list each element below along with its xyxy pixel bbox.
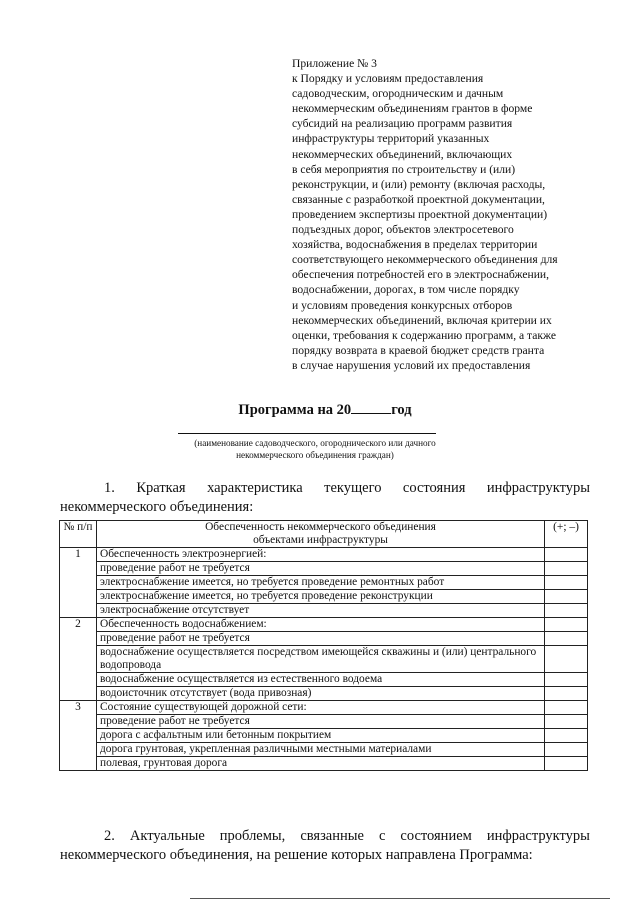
option-text: полевая, грунтовая дорога [97, 757, 545, 771]
infrastructure-table [59, 520, 588, 771]
section-1-line-1 [60, 479, 590, 498]
appendix-line: некоммерческих объединений, включающих [292, 147, 513, 161]
group-heading: Состояние существующей дорожной сети: [97, 701, 545, 715]
table-row [60, 687, 588, 701]
section2-word: связанные [300, 828, 364, 844]
table-row [60, 548, 588, 562]
section-1-heading [60, 479, 590, 517]
table-row [60, 576, 588, 590]
appendix-line: Приложение № 3 [292, 57, 377, 70]
appendix-line: в случае нарушения условий их предоставления [292, 358, 531, 372]
mark-cell[interactable] [545, 576, 588, 590]
header-desc-line-2: объектами инфраструктуры [253, 534, 388, 546]
section-2-line-2: некоммерческого объединения, на решение которых направлена Программа: [60, 847, 533, 863]
appendix-line: субсидий на реализацию программ развития [292, 117, 513, 131]
appendix-line: садоводческим, огородническим и дачным [292, 87, 504, 101]
table-row [60, 701, 588, 715]
row-number: 3 [60, 701, 97, 771]
option-text: проведение работ не требуется [97, 562, 545, 576]
section1-word: 1. [104, 480, 115, 496]
header-desc [97, 521, 545, 548]
table-row [60, 715, 588, 729]
title-suffix: год [391, 402, 412, 418]
appendix-heading [292, 56, 602, 373]
appendix-line: порядку возврата в краевой бюджет средств гранта [292, 343, 545, 357]
appendix-line: некоммерческим объединениям грантов в форме [292, 102, 533, 116]
section1-word: характеристика [207, 480, 303, 496]
section1-word: инфраструктуры [486, 480, 590, 496]
mark-cell[interactable] [545, 548, 588, 562]
caption-line-2: некоммерческого объединения граждан) [236, 450, 394, 460]
appendix-line: реконструкции, и (или) ремонту (включая расходы, [292, 177, 546, 191]
mark-cell[interactable] [545, 646, 588, 673]
option-text: электроснабжение имеется, но требуется проведение реконструкции [97, 590, 545, 604]
option-text: электроснабжение имеется, но требуется проведение ремонтных работ [97, 576, 545, 590]
mark-cell[interactable] [545, 757, 588, 771]
mark-cell[interactable] [545, 673, 588, 687]
section2-word: 2. [104, 828, 115, 844]
caption-line-1: (наименование садоводческого, огороднического или дачного [194, 438, 436, 448]
section-2-heading [60, 827, 590, 865]
program-title [0, 401, 640, 419]
section-2-line-1 [60, 827, 590, 846]
appendix-line: хозяйства, водоснабжения в пределах территории [292, 238, 538, 252]
appendix-line: к Порядку и условиям предоставления [292, 72, 484, 86]
section2-word: с [378, 828, 386, 844]
table-row [60, 618, 588, 632]
option-text: дорога с асфальтным или бетонным покрытием [97, 729, 545, 743]
section2-word: проблемы, [219, 828, 286, 844]
option-text: водоснабжение осуществляется из естественного водоема [97, 673, 545, 687]
option-text: водоисточник отсутствует (вода привозная) [97, 687, 545, 701]
section2-word: инфраструктуры [486, 828, 590, 844]
section2-word: Актуальные [129, 828, 205, 844]
table-row [60, 757, 588, 771]
section2-word: состоянием [400, 828, 472, 844]
appendix-line: обеспечения потребностей его в электроснабжении, [292, 268, 550, 282]
section1-word: состояния [402, 480, 466, 496]
section-1-line-2: некоммерческого объединения: [60, 499, 254, 515]
table-row [60, 562, 588, 576]
table-row [60, 646, 588, 673]
bottom-rule [190, 898, 610, 899]
appendix-line: подъездных дорог, объектов электросетевого [292, 223, 514, 237]
table-row [60, 590, 588, 604]
option-text: проведение работ не требуется [97, 632, 545, 646]
year-blank [351, 401, 391, 414]
option-text: проведение работ не требуется [97, 715, 545, 729]
mark-cell[interactable] [545, 562, 588, 576]
mark-cell[interactable] [545, 590, 588, 604]
table-row [60, 729, 588, 743]
header-desc-line-1: Обеспеченность некоммерческого объединения [205, 521, 436, 533]
appendix-line: связанные с разработкой проектной документации, [292, 192, 545, 206]
title-prefix: Программа на 20 [238, 402, 352, 418]
table-header-row [60, 521, 588, 548]
table-row [60, 632, 588, 646]
section1-word: текущего [324, 480, 382, 496]
mark-cell[interactable] [545, 618, 588, 632]
section1-word: Краткая [136, 480, 186, 496]
mark-cell[interactable] [545, 729, 588, 743]
appendix-line: и условиям проведения конкурсных отборов [292, 298, 513, 312]
mark-cell[interactable] [545, 701, 588, 715]
appendix-line: оценки, требования к содержанию программ, а также [292, 328, 557, 342]
table-row [60, 673, 588, 687]
row-number: 1 [60, 548, 97, 618]
row-number: 2 [60, 618, 97, 701]
mark-cell[interactable] [545, 604, 588, 618]
mark-cell[interactable] [545, 687, 588, 701]
appendix-line: некоммерческих объединений, включая критерии их [292, 313, 552, 327]
header-num: № п/п [60, 521, 97, 548]
group-heading: Обеспеченность электроэнергией: [97, 548, 545, 562]
appendix-line: водоснабжении, дорогах, в том числе порядку [292, 283, 520, 297]
table-row [60, 743, 588, 757]
appendix-line: инфраструктуры территорий указанных [292, 132, 490, 146]
option-text: электроснабжение отсутствует [97, 604, 545, 618]
name-caption [150, 437, 480, 461]
appendix-line: в себя мероприятия по строительству и (или) [292, 162, 516, 176]
option-text: водоснабжение осуществляется посредством имеющейся скважины и (или) центрального водопровода [97, 646, 545, 673]
group-heading: Обеспеченность водоснабжением: [97, 618, 545, 632]
appendix-line: проведением экспертизы проектной документации) [292, 207, 548, 221]
name-underline [178, 433, 436, 434]
mark-cell[interactable] [545, 715, 588, 729]
mark-cell[interactable] [545, 632, 588, 646]
header-mark: (+; –) [545, 521, 588, 548]
option-text: дорога грунтовая, укрепленная различными местными материалами [97, 743, 545, 757]
appendix-line: соответствующего некоммерческого объединения для [292, 253, 558, 267]
mark-cell[interactable] [545, 743, 588, 757]
table-row [60, 604, 588, 618]
